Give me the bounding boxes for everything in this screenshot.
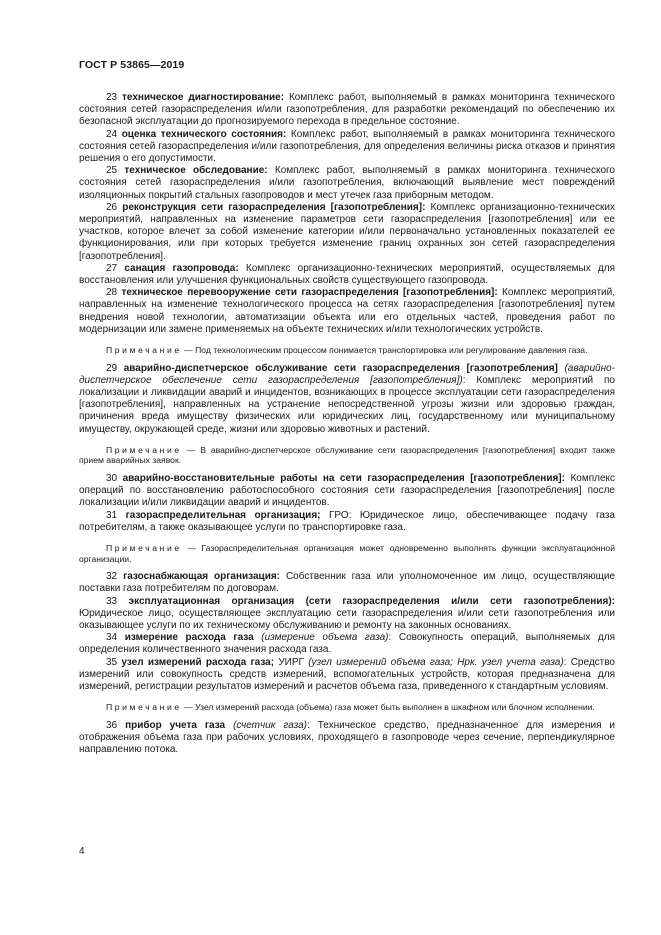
definition-36: 36 прибор учета газа (счетчик газа): Техническое средство, предназначенное для измерения и отображения объема газа при рабочих условиях, проходящего в газопроводе через сечение, перпендикулярное направлению потока. [79, 719, 616, 756]
note-28: Примечание — Под технологическим процессом понимается транспортировка или регулирование давления газа. [106, 345, 588, 356]
definition-34: 34 измерение расхода газа (измерение объема газа): Совокупность операций, выполняемых для определения количественного значения расхода газа. [79, 632, 615, 656]
definition-32: 32 газоснабжающая организация: Собственник газа или уполномоченное им лицо, осуществляющие поставки газа потребителям по договорам. [79, 571, 616, 595]
definition-29: 29 аварийно-диспетчерское обслуживание сети газораспределения [газопотребления] (аварийно-диспетчерское обеспечение сети газораспределения [газопотребления]): Комплекс мероприятий по локализации и ликвидации аварий и инцидентов, возникающих в процессе эксплуатации сети газораспределения [газопотребления], направленных на устранение непосредственной угрозы жизни или здоровью граждан, причинения вреда имуществу физических или юридических лиц, государственному или муниципальному имуществу, окружающей среде, жизни или здоровью животных и растений. [79, 362, 615, 435]
definition-28: 28 техническое перевооружение сети газораспределения [газопотребления]: Комплекс мероприятий, направленных на изменение технологического процесса на сетях газораспределения [газопотребления] путем внедрения новой технологии, автоматизации объекта или его отдельных частей, проведения работ по модернизации или замене применяемых на объекте технических и/или технологических устройств. [79, 287, 615, 335]
definition-31: 31 газораспределительная организация; ГРО: Юридическое лицо, обеспечивающее подачу газа потребителям, а также оказывающее услуги по транспортировке газа. [79, 509, 615, 533]
definition-30: 30 аварийно-восстановительные работы на сети газораспределения [газопотребления]: Комплекс операций по восстановлению работоспособного состояния сети газораспределения [газопотребления] после локализации и/или ликвидации аварий и инцидентов. [79, 473, 616, 509]
note-35: Примечание — Узел измерений расхода (объема) газа может быть выполнен в шкафном или блочном исполнении. [106, 702, 595, 713]
document-body [79, 92, 615, 757]
page-number: 4 [79, 846, 85, 857]
note-29: Примечание — В аварийно-диспетчерское обслуживание сети газораспределения [газопотребления] входит также прием аварийных заявок. [79, 444, 615, 466]
note-31: Примечание — Газораспределительная организация может одновременно выполнять функции эксплуатационной организации. [79, 543, 615, 564]
definition-35: 35 узел измерений расхода газа; УИРГ (узел измерений объема газа; Нрк. узел учета газа): Средство измерений или совокупность средств измерений, вспомогательных устройств, которая предназначена для измерений, регистрации результатов измерений и расчетов объема газа, приведенного к стандартным условиям. [79, 656, 615, 693]
document-header: ГОСТ Р 53865—2019 [79, 59, 185, 71]
definition-33: 33 эксплуатационная организация (сети газораспределения и/или сети газопотребления): Юридическое лицо, осуществляющее эксплуатацию сети газораспределения и/или сети газопотребления или оказывающее услуги по их техническому обслуживанию и ремонту на законных основаниях. [79, 595, 615, 632]
definition-24: 24 оценка технического состояния: Комплекс работ, выполняемый в рамках мониторинга технического состояния сетей газораспределения и/или газопотребления, для определения величины риска отказов и принятия решения о его допустимости. [79, 128, 615, 165]
definition-23: 23 техническое диагностирование: Комплекс работ, выполняемый в рамках мониторинга технического состояния сетей газораспределения и/или газопотребления, для разработки рекомендаций по обеспечению их безопасной эксплуатации до прогнозируемого перехода в предельное состояние. [79, 92, 615, 128]
definition-26: 26 реконструкция сети газораспределения [газопотребления]: Комплекс организационно-технических мероприятий, направленных на изменение параметров сети газораспределения [газопотребления] или ее участков, которое влечет за собой изменение категории и/или первоначально установленных показателей ее функционирования, или при которых требуется изменение границ охранных зон сетей газораспределения [газопотребления]. [79, 201, 615, 262]
definition-25: 25 техническое обследование: Комплекс работ, выполняемый в рамках мониторинга технического состояния сетей газораспределения и/или газопотребления, включающий выявление мест повреждений изоляционных покрытий стальных газопроводов и мест утечек газа приборным методом. [79, 165, 615, 201]
definition-27: 27 санация газопровода: Комплекс организационно-технических мероприятий, осуществляемых для восстановления или улучшения функциональных свойств существующего газопровода. [79, 262, 615, 287]
